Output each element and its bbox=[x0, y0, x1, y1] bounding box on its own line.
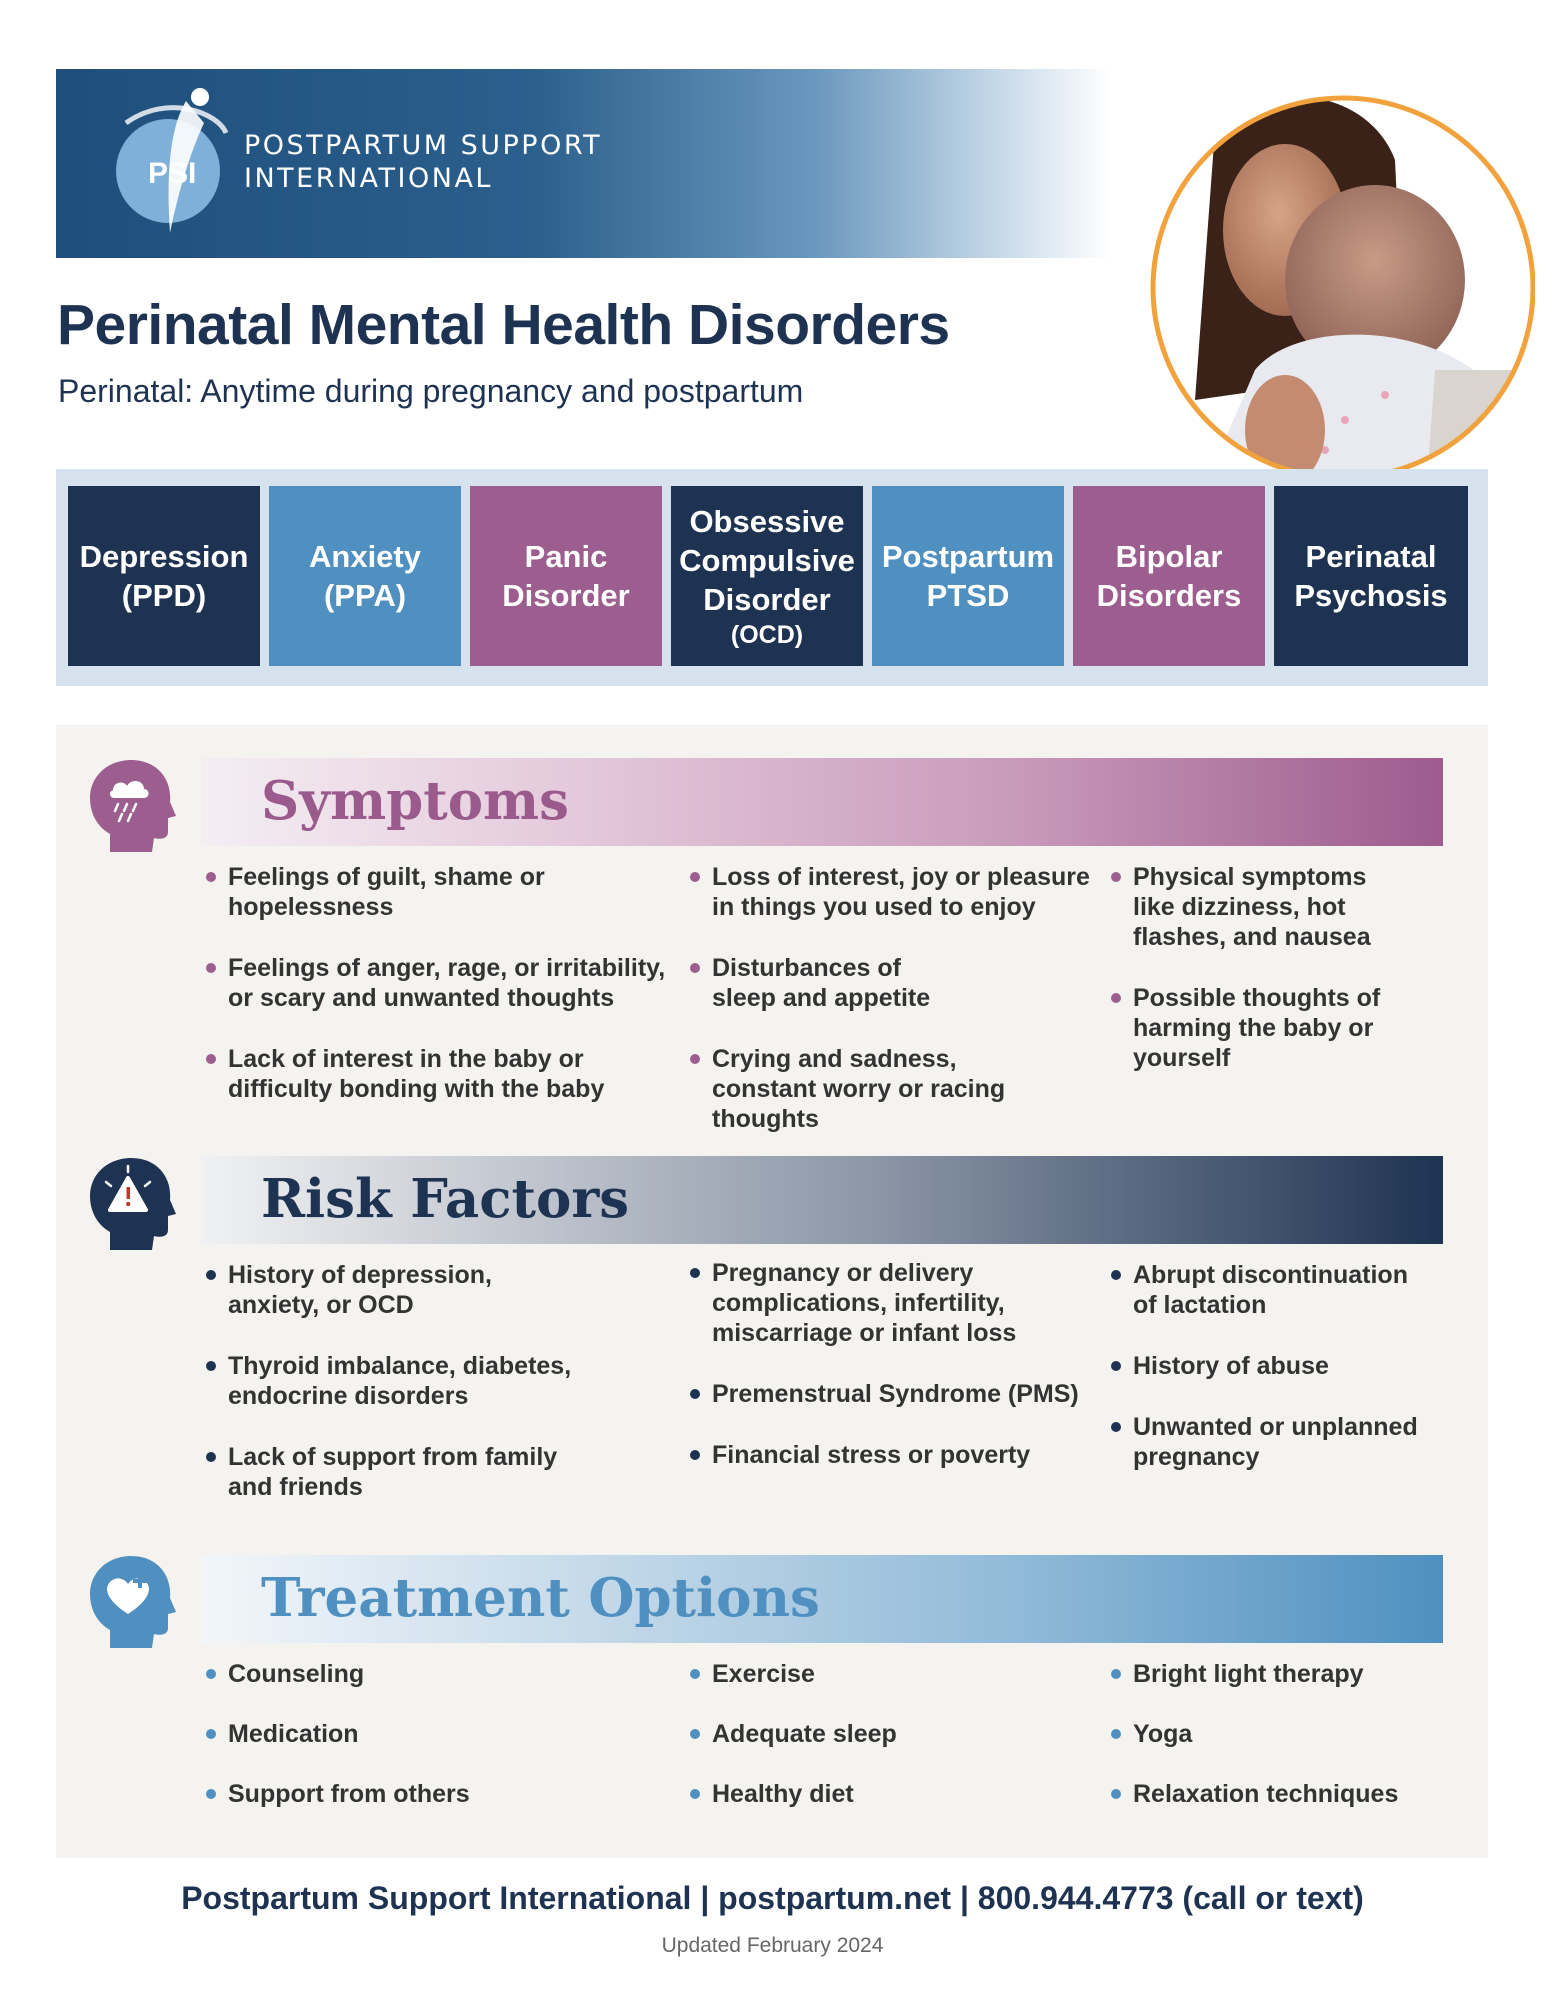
list-item: Premenstrual Syndrome (PMS) bbox=[690, 1379, 1110, 1409]
risk-factors-header bbox=[201, 1156, 1443, 1244]
list-item: History of depression, anxiety, or OCD bbox=[206, 1260, 506, 1320]
disorder-panic bbox=[470, 486, 662, 666]
disorder-label: PTSD bbox=[926, 578, 1010, 613]
risk-column-2 bbox=[690, 1258, 1110, 1501]
list-item: Counseling bbox=[206, 1659, 626, 1689]
symptoms-column-3 bbox=[1111, 862, 1531, 1104]
risk-factors-title: Risk Factors bbox=[261, 1168, 630, 1230]
disorder-label: Obsessive bbox=[689, 503, 845, 539]
head-warning-icon bbox=[86, 1154, 176, 1254]
list-item: Adequate sleep bbox=[690, 1719, 1110, 1749]
disorder-label: Anxiety bbox=[309, 539, 421, 574]
list-item: Unwanted or unplanned pregnancy bbox=[1111, 1412, 1431, 1472]
disorder-label: Perinatal bbox=[1305, 539, 1437, 574]
logo-line-1: POSTPARTUM SUPPORT bbox=[244, 130, 603, 161]
disorder-depression bbox=[68, 486, 260, 666]
risk-column-1 bbox=[206, 1260, 626, 1533]
logo-line-2: INTERNATIONAL bbox=[244, 163, 493, 194]
disorder-label: Depression bbox=[79, 539, 249, 574]
disorder-label: Psychosis bbox=[1294, 578, 1448, 613]
disorder-ptsd bbox=[872, 486, 1064, 666]
disorder-label: Bipolar bbox=[1115, 539, 1223, 574]
disorder-ocd bbox=[671, 486, 863, 666]
disorder-label: (PPA) bbox=[323, 578, 407, 613]
symptoms-title: Symptoms bbox=[261, 770, 569, 832]
list-item: Disturbances of sleep and appetite bbox=[690, 953, 950, 1013]
list-item: Healthy diet bbox=[690, 1779, 1110, 1809]
disorder-label: Disorder bbox=[703, 581, 831, 617]
list-item: Feelings of guilt, shame or hopelessness bbox=[206, 862, 666, 922]
head-heart-icon bbox=[86, 1552, 176, 1652]
treatment-column-1 bbox=[206, 1659, 626, 1839]
list-item: Lack of interest in the baby or difficulty bonding with the baby bbox=[206, 1044, 626, 1104]
disorder-label: Disorder bbox=[502, 578, 630, 613]
logo-wordmark bbox=[244, 129, 602, 195]
mother-baby-photo bbox=[1135, 70, 1535, 510]
list-item: Possible thoughts of harming the baby or yourself bbox=[1111, 983, 1391, 1073]
treatment-header bbox=[201, 1555, 1443, 1643]
logo-abbr: PSI bbox=[148, 157, 197, 190]
disorder-anxiety bbox=[269, 486, 461, 666]
disorder-label: (PPD) bbox=[121, 578, 207, 613]
disorder-label: Panic bbox=[524, 539, 608, 574]
disorder-label: (OCD) bbox=[730, 620, 804, 649]
risk-column-3 bbox=[1111, 1260, 1531, 1503]
page-subtitle: Perinatal: Anytime during pregnancy and postpartum bbox=[58, 373, 804, 409]
disorder-psychosis bbox=[1274, 486, 1468, 666]
footer-updated-date: Updated February 2024 bbox=[661, 1934, 884, 1957]
symptoms-column-2 bbox=[690, 862, 1110, 1165]
list-item: Support from others bbox=[206, 1779, 626, 1809]
list-item: Bright light therapy bbox=[1111, 1659, 1531, 1689]
list-item: Medication bbox=[206, 1719, 626, 1749]
list-item: Exercise bbox=[690, 1659, 1110, 1689]
content-panel bbox=[56, 725, 1488, 1858]
list-item: Loss of interest, joy or pleasure in things you used to enjoy bbox=[690, 862, 1100, 922]
list-item: Thyroid imbalance, diabetes, endocrine disorders bbox=[206, 1351, 586, 1411]
treatment-title: Treatment Options bbox=[261, 1567, 820, 1629]
list-item: History of abuse bbox=[1111, 1351, 1431, 1381]
list-item: Crying and sadness, constant worry or racing thoughts bbox=[690, 1044, 1060, 1134]
list-item: Physical symptoms like dizziness, hot flashes, and nausea bbox=[1111, 862, 1411, 952]
list-item: Lack of support from family and friends bbox=[206, 1442, 586, 1502]
treatment-column-2 bbox=[690, 1659, 1110, 1839]
disorder-label: Compulsive bbox=[679, 542, 855, 578]
list-item: Relaxation techniques bbox=[1111, 1779, 1531, 1809]
disorder-label: Postpartum bbox=[881, 539, 1055, 574]
list-item: Yoga bbox=[1111, 1719, 1531, 1749]
treatment-column-3 bbox=[1111, 1659, 1531, 1839]
list-item: Feelings of anger, rage, or irritability, or scary and unwanted thoughts bbox=[206, 953, 676, 1013]
page-title: Perinatal Mental Health Disorders bbox=[57, 293, 950, 357]
symptoms-header bbox=[201, 758, 1443, 846]
disorder-label: Disorders bbox=[1096, 578, 1242, 613]
header-banner bbox=[56, 69, 1110, 258]
symptoms-column-1 bbox=[206, 862, 666, 1135]
disorder-bipolar bbox=[1073, 486, 1265, 666]
disorders-strip bbox=[56, 469, 1488, 686]
psi-logo-icon bbox=[108, 83, 238, 243]
head-raincloud-icon bbox=[86, 756, 176, 856]
list-item: Abrupt discontinuation of lactation bbox=[1111, 1260, 1431, 1320]
list-item: Financial stress or poverty bbox=[690, 1440, 1090, 1470]
footer-contact: Postpartum Support International | postpartum.net | 800.944.4773 (call or text) bbox=[181, 1880, 1364, 1916]
list-item: Pregnancy or delivery complications, infertility, miscarriage or infant loss bbox=[690, 1258, 1050, 1348]
